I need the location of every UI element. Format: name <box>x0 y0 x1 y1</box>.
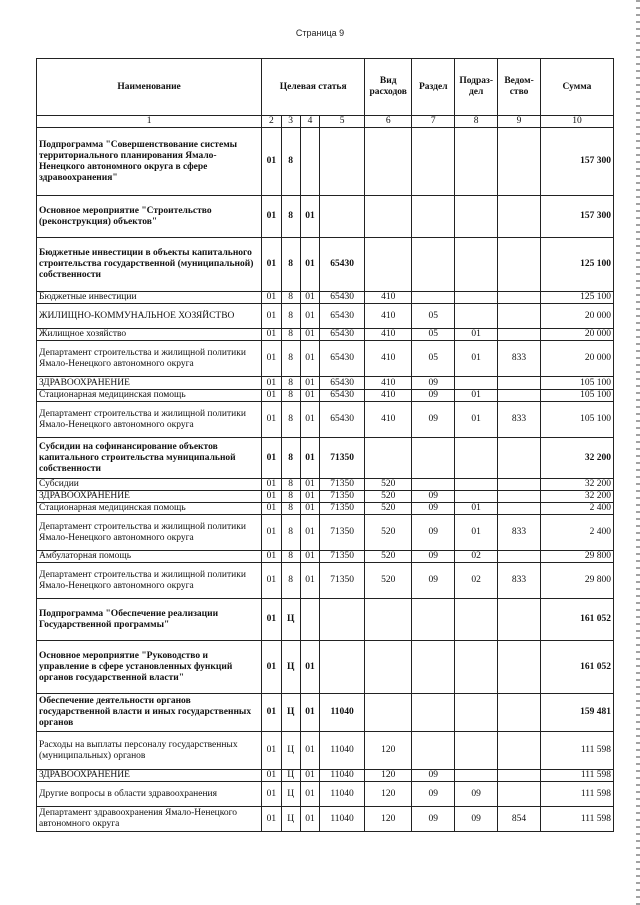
target-code-direction: 71350 <box>320 479 365 491</box>
row-name: ЗДРАВООХРАНЕНИЕ <box>37 491 262 503</box>
subsection <box>455 128 498 196</box>
row-name: ЗДРАВООХРАНЕНИЕ <box>37 770 262 782</box>
subsection <box>455 770 498 782</box>
table-row <box>37 807 614 832</box>
subsection <box>455 641 498 694</box>
section <box>412 479 455 491</box>
target-code-program: 01 <box>262 304 281 329</box>
col-num: 4 <box>300 116 319 128</box>
department-code <box>498 694 541 732</box>
expense-type: 520 <box>365 551 412 563</box>
col-num: 10 <box>541 116 614 128</box>
expense-type: 520 <box>365 503 412 515</box>
amount: 29 800 <box>541 551 614 563</box>
department-code <box>498 196 541 238</box>
department-code <box>498 551 541 563</box>
section <box>412 438 455 479</box>
header-razdel: Раздел <box>412 59 455 116</box>
subsection: 02 <box>455 563 498 599</box>
row-name: Другие вопросы в области здравоохранения <box>37 782 262 807</box>
table-row <box>37 438 614 479</box>
table-row <box>37 390 614 402</box>
target-code-program: 01 <box>262 479 281 491</box>
target-code-program: 01 <box>262 438 281 479</box>
target-code-event: 01 <box>300 341 319 377</box>
target-code-subprogram: Ц <box>281 770 300 782</box>
row-name: Бюджетные инвестиции <box>37 292 262 304</box>
target-code-event <box>300 128 319 196</box>
target-code-event: 01 <box>300 732 319 770</box>
row-name: Департамент строительства и жилищной политики Ямало-Ненецкого автономного округа <box>37 515 262 551</box>
target-code-subprogram: 8 <box>281 438 300 479</box>
column-number-row <box>37 116 614 128</box>
header-summa: Сумма <box>541 59 614 116</box>
section <box>412 732 455 770</box>
row-name: Департамент строительства и жилищной политики Ямало-Ненецкого автономного округа <box>37 402 262 438</box>
target-code-direction: 11040 <box>320 807 365 832</box>
row-name: Жилищное хозяйство <box>37 329 262 341</box>
table-row <box>37 515 614 551</box>
target-code-event <box>300 599 319 641</box>
target-code-event: 01 <box>300 304 319 329</box>
target-code-subprogram: Ц <box>281 641 300 694</box>
row-name: Департамент строительства и жилищной политики Ямало-Ненецкого автономного округа <box>37 563 262 599</box>
table-body <box>37 128 614 832</box>
table-row <box>37 770 614 782</box>
target-code-event: 01 <box>300 551 319 563</box>
subsection: 09 <box>455 782 498 807</box>
section: 09 <box>412 782 455 807</box>
target-code-program: 01 <box>262 770 281 782</box>
target-code-direction: 65430 <box>320 304 365 329</box>
target-code-subprogram: 8 <box>281 479 300 491</box>
department-code <box>498 292 541 304</box>
target-code-subprogram: Ц <box>281 599 300 641</box>
section: 05 <box>412 341 455 377</box>
table-row <box>37 599 614 641</box>
target-code-program: 01 <box>262 196 281 238</box>
target-code-event: 01 <box>300 479 319 491</box>
amount: 20 000 <box>541 341 614 377</box>
target-code-subprogram: 8 <box>281 402 300 438</box>
table-row <box>37 694 614 732</box>
col-num: 7 <box>412 116 455 128</box>
target-code-direction: 65430 <box>320 238 365 292</box>
amount: 2 400 <box>541 503 614 515</box>
target-code-event: 01 <box>300 770 319 782</box>
subsection <box>455 694 498 732</box>
subsection: 01 <box>455 329 498 341</box>
target-code-program: 01 <box>262 551 281 563</box>
expense-type: 410 <box>365 329 412 341</box>
table-row <box>37 128 614 196</box>
target-code-subprogram: 8 <box>281 491 300 503</box>
table-row <box>37 238 614 292</box>
col-num: 5 <box>320 116 365 128</box>
target-code-direction: 11040 <box>320 694 365 732</box>
row-name: Стационарная медицинская помощь <box>37 503 262 515</box>
col-num: 9 <box>498 116 541 128</box>
col-num: 3 <box>281 116 300 128</box>
amount: 111 598 <box>541 807 614 832</box>
expense-type <box>365 438 412 479</box>
expense-type <box>365 641 412 694</box>
target-code-event: 01 <box>300 503 319 515</box>
amount: 105 100 <box>541 390 614 402</box>
target-code-program: 01 <box>262 128 281 196</box>
target-code-event: 01 <box>300 196 319 238</box>
target-code-direction: 71350 <box>320 491 365 503</box>
expense-type: 520 <box>365 479 412 491</box>
target-code-direction: 65430 <box>320 402 365 438</box>
subsection <box>455 491 498 503</box>
target-code-subprogram: 8 <box>281 128 300 196</box>
row-name: Стационарная медицинская помощь <box>37 390 262 402</box>
section <box>412 238 455 292</box>
col-num: 1 <box>37 116 262 128</box>
amount: 111 598 <box>541 732 614 770</box>
amount: 32 200 <box>541 479 614 491</box>
department-code <box>498 599 541 641</box>
amount: 20 000 <box>541 329 614 341</box>
target-code-event: 01 <box>300 491 319 503</box>
table-row <box>37 732 614 770</box>
amount: 2 400 <box>541 515 614 551</box>
target-code-direction: 71350 <box>320 438 365 479</box>
subsection: 09 <box>455 807 498 832</box>
target-code-program: 01 <box>262 491 281 503</box>
amount: 111 598 <box>541 782 614 807</box>
expense-type: 120 <box>365 770 412 782</box>
target-code-subprogram: 8 <box>281 304 300 329</box>
table-row <box>37 563 614 599</box>
section <box>412 694 455 732</box>
target-code-direction: 65430 <box>320 329 365 341</box>
target-code-direction: 65430 <box>320 390 365 402</box>
row-name: Подпрограмма "Совершенствование системы территориального планирования Ямало-Ненецкого автономного округа в сфере здравоохранения" <box>37 128 262 196</box>
expense-type: 120 <box>365 732 412 770</box>
target-code-subprogram: 8 <box>281 238 300 292</box>
section: 05 <box>412 304 455 329</box>
target-code-direction <box>320 128 365 196</box>
target-code-direction <box>320 641 365 694</box>
table-row <box>37 491 614 503</box>
target-code-program: 01 <box>262 694 281 732</box>
target-code-subprogram: Ц <box>281 807 300 832</box>
header-row <box>37 59 614 116</box>
target-code-subprogram: 8 <box>281 563 300 599</box>
target-code-subprogram: 8 <box>281 329 300 341</box>
target-code-program: 01 <box>262 390 281 402</box>
expense-type: 120 <box>365 782 412 807</box>
subsection: 02 <box>455 551 498 563</box>
target-code-direction: 11040 <box>320 770 365 782</box>
target-code-program: 01 <box>262 503 281 515</box>
section <box>412 599 455 641</box>
subsection: 01 <box>455 341 498 377</box>
target-code-event: 01 <box>300 329 319 341</box>
subsection <box>455 238 498 292</box>
col-num: 6 <box>365 116 412 128</box>
table-row <box>37 196 614 238</box>
expense-type <box>365 599 412 641</box>
department-code <box>498 304 541 329</box>
department-code <box>498 782 541 807</box>
target-code-program: 01 <box>262 641 281 694</box>
subsection <box>455 196 498 238</box>
section <box>412 292 455 304</box>
target-code-direction: 65430 <box>320 341 365 377</box>
header-vedomstvo: Ведом- ство <box>498 59 541 116</box>
amount: 161 052 <box>541 641 614 694</box>
target-code-subprogram: 8 <box>281 551 300 563</box>
amount: 20 000 <box>541 304 614 329</box>
subsection <box>455 377 498 390</box>
budget-table <box>36 58 614 832</box>
target-code-event: 01 <box>300 292 319 304</box>
subsection: 01 <box>455 503 498 515</box>
department-code: 833 <box>498 515 541 551</box>
expense-type: 120 <box>365 807 412 832</box>
section: 09 <box>412 402 455 438</box>
department-code <box>498 491 541 503</box>
section: 09 <box>412 563 455 599</box>
section: 09 <box>412 770 455 782</box>
row-name: Расходы на выплаты персоналу государственных (муниципальных) органов <box>37 732 262 770</box>
target-code-direction: 71350 <box>320 503 365 515</box>
department-code: 833 <box>498 341 541 377</box>
section: 09 <box>412 551 455 563</box>
target-code-direction: 71350 <box>320 551 365 563</box>
target-code-program: 01 <box>262 329 281 341</box>
header-vid: Вид расходов <box>365 59 412 116</box>
table-row <box>37 551 614 563</box>
header-target: Целевая статья <box>262 59 365 116</box>
expense-type: 410 <box>365 292 412 304</box>
table-row <box>37 292 614 304</box>
target-code-direction: 11040 <box>320 782 365 807</box>
target-code-subprogram: 8 <box>281 503 300 515</box>
subsection: 01 <box>455 390 498 402</box>
subsection <box>455 292 498 304</box>
target-code-event: 01 <box>300 438 319 479</box>
section: 09 <box>412 377 455 390</box>
target-code-event: 01 <box>300 377 319 390</box>
department-code <box>498 238 541 292</box>
department-code: 854 <box>498 807 541 832</box>
table-row <box>37 304 614 329</box>
department-code: 833 <box>498 402 541 438</box>
department-code <box>498 479 541 491</box>
row-name: Департамент здравоохранения Ямало-Ненецкого автономного округа <box>37 807 262 832</box>
target-code-program: 01 <box>262 807 281 832</box>
section: 09 <box>412 390 455 402</box>
row-name: Бюджетные инвестиции в объекты капитального строительства государственной (муниципальной) собственности <box>37 238 262 292</box>
expense-type: 410 <box>365 402 412 438</box>
department-code <box>498 377 541 390</box>
expense-type: 520 <box>365 515 412 551</box>
target-code-program: 01 <box>262 341 281 377</box>
expense-type <box>365 128 412 196</box>
amount: 32 200 <box>541 438 614 479</box>
amount: 29 800 <box>541 563 614 599</box>
target-code-subprogram: Ц <box>281 732 300 770</box>
target-code-program: 01 <box>262 377 281 390</box>
table-row <box>37 402 614 438</box>
target-code-subprogram: 8 <box>281 390 300 402</box>
expense-type: 410 <box>365 304 412 329</box>
expense-type: 520 <box>365 563 412 599</box>
scan-edge <box>636 0 640 905</box>
header-name: Наименование <box>37 59 262 116</box>
section <box>412 128 455 196</box>
row-name: Основное мероприятие "Руководство и управление в сфере установленных функций органов государственной власти" <box>37 641 262 694</box>
expense-type: 410 <box>365 377 412 390</box>
target-code-event: 01 <box>300 641 319 694</box>
section: 05 <box>412 329 455 341</box>
row-name: Подпрограмма "Обеспечение реализации Государственной программы" <box>37 599 262 641</box>
expense-type <box>365 238 412 292</box>
target-code-event: 01 <box>300 390 319 402</box>
target-code-event: 01 <box>300 563 319 599</box>
department-code <box>498 438 541 479</box>
amount: 105 100 <box>541 377 614 390</box>
target-code-program: 01 <box>262 292 281 304</box>
department-code <box>498 732 541 770</box>
department-code: 833 <box>498 563 541 599</box>
target-code-direction: 65430 <box>320 377 365 390</box>
target-code-program: 01 <box>262 732 281 770</box>
target-code-direction: 71350 <box>320 563 365 599</box>
expense-type: 520 <box>365 491 412 503</box>
row-name: Амбулаторная помощь <box>37 551 262 563</box>
target-code-direction: 65430 <box>320 292 365 304</box>
section: 09 <box>412 491 455 503</box>
target-code-subprogram: 8 <box>281 196 300 238</box>
row-name: Субсидии <box>37 479 262 491</box>
amount: 161 052 <box>541 599 614 641</box>
target-code-event: 01 <box>300 402 319 438</box>
target-code-program: 01 <box>262 563 281 599</box>
target-code-subprogram: 8 <box>281 292 300 304</box>
table-row <box>37 377 614 390</box>
row-name: Обеспечение деятельности органов государственной власти и иных государственных органов <box>37 694 262 732</box>
department-code <box>498 128 541 196</box>
amount: 32 200 <box>541 491 614 503</box>
target-code-subprogram: 8 <box>281 377 300 390</box>
amount: 125 100 <box>541 238 614 292</box>
section <box>412 196 455 238</box>
target-code-subprogram: 8 <box>281 515 300 551</box>
target-code-program: 01 <box>262 599 281 641</box>
target-code-event: 01 <box>300 782 319 807</box>
subsection <box>455 599 498 641</box>
section: 09 <box>412 503 455 515</box>
target-code-event: 01 <box>300 807 319 832</box>
amount: 111 598 <box>541 770 614 782</box>
target-code-program: 01 <box>262 515 281 551</box>
amount: 157 300 <box>541 128 614 196</box>
target-code-program: 01 <box>262 238 281 292</box>
header-podrazdel: Подраз- дел <box>455 59 498 116</box>
target-code-direction <box>320 196 365 238</box>
amount: 157 300 <box>541 196 614 238</box>
target-code-event: 01 <box>300 694 319 732</box>
row-name: Департамент строительства и жилищной политики Ямало-Ненецкого автономного округа <box>37 341 262 377</box>
amount: 105 100 <box>541 402 614 438</box>
target-code-direction: 71350 <box>320 515 365 551</box>
subsection: 01 <box>455 515 498 551</box>
col-num: 2 <box>262 116 281 128</box>
table-row <box>37 641 614 694</box>
target-code-subprogram: Ц <box>281 694 300 732</box>
target-code-direction <box>320 599 365 641</box>
target-code-event: 01 <box>300 238 319 292</box>
table-row <box>37 341 614 377</box>
department-code <box>498 390 541 402</box>
col-num: 8 <box>455 116 498 128</box>
table-row <box>37 503 614 515</box>
page-label: Страница 9 <box>295 28 345 38</box>
table-row <box>37 479 614 491</box>
target-code-program: 01 <box>262 402 281 438</box>
table-row <box>37 782 614 807</box>
section: 09 <box>412 515 455 551</box>
subsection <box>455 479 498 491</box>
row-name: Субсидии на софинансирование объектов капитального строительства муниципальной собственности <box>37 438 262 479</box>
row-name: ЗДРАВООХРАНЕНИЕ <box>37 377 262 390</box>
expense-type <box>365 694 412 732</box>
department-code <box>498 770 541 782</box>
target-code-event: 01 <box>300 515 319 551</box>
expense-type: 410 <box>365 390 412 402</box>
target-code-subprogram: 8 <box>281 341 300 377</box>
target-code-direction: 11040 <box>320 732 365 770</box>
subsection <box>455 438 498 479</box>
table-row <box>37 329 614 341</box>
target-code-subprogram: Ц <box>281 782 300 807</box>
section <box>412 641 455 694</box>
expense-type: 410 <box>365 341 412 377</box>
section: 09 <box>412 807 455 832</box>
subsection: 01 <box>455 402 498 438</box>
amount: 125 100 <box>541 292 614 304</box>
expense-type <box>365 196 412 238</box>
row-name: Основное мероприятие "Строительство (реконструкция) объектов" <box>37 196 262 238</box>
subsection <box>455 732 498 770</box>
amount: 159 481 <box>541 694 614 732</box>
department-code <box>498 641 541 694</box>
department-code <box>498 329 541 341</box>
subsection <box>455 304 498 329</box>
row-name: ЖИЛИЩНО-КОММУНАЛЬНОЕ ХОЗЯЙСТВО <box>37 304 262 329</box>
department-code <box>498 503 541 515</box>
target-code-program: 01 <box>262 782 281 807</box>
